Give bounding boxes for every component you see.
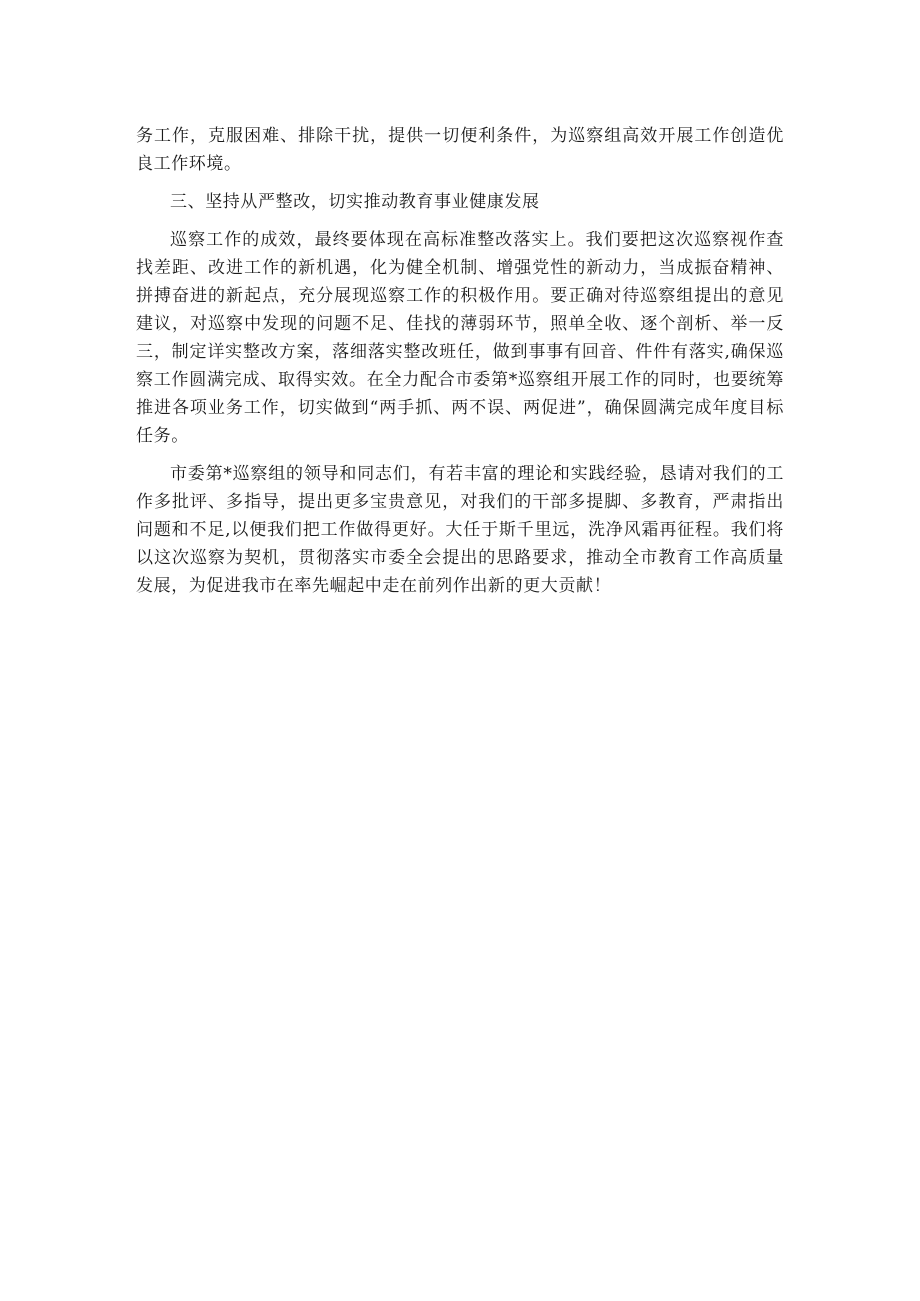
document-body xyxy=(136,122,784,610)
body-paragraph-2: 市委第*巡察组的领导和同志们，有若丰富的理论和实践经验，恳请对我们的工作多批评、多指导，提出更多宝贵意见，对我们的干部多提脚、多教育，严肃指出问题和不足,以便我们把工作做得更好。大任于斯千里远，洗净风霜再征程。我们将以这次巡察为契机，贯彻落实市委全会提出的思路要求，推动全市教育工作高质量发展，为促进我市在率先崛起中走在前列作出新的更大贡献！ xyxy=(136,464,784,596)
continuation-paragraph: 务工作，克服困难、排除干扰，提供一切便利条件，为巡察组高效开展工作创造优良工作环境。 xyxy=(136,126,784,174)
section-heading: 三、坚持从严整改，切实推动教育事业健康发展 xyxy=(170,192,540,212)
body-paragraph-1: 巡察工作的成效，最终要体现在高标准整改落实上。我们要把这次巡察视作查找差距、改进工作的新机遇，化为健全机制、增强党性的新动力，当成振奋精神、拼搏奋进的新起点，充分展现巡察工作的积极作用。要正确对待巡察组提出的意见建议，对巡察中发现的问题不足、佳找的薄弱环节，照单全收、逐个剖析、举一反三，制定详实整改方案，落细落实整改班任，做到事事有回音、件件有落实,确保巡察工作圆满完成、取得实效。在全力配合市委第*巡察组开展工作的同时，也要统筹推进各项业务工作，切实做到“两手抓、两不误、两促进”，确保圆满完成年度目标任务。 xyxy=(136,230,784,446)
